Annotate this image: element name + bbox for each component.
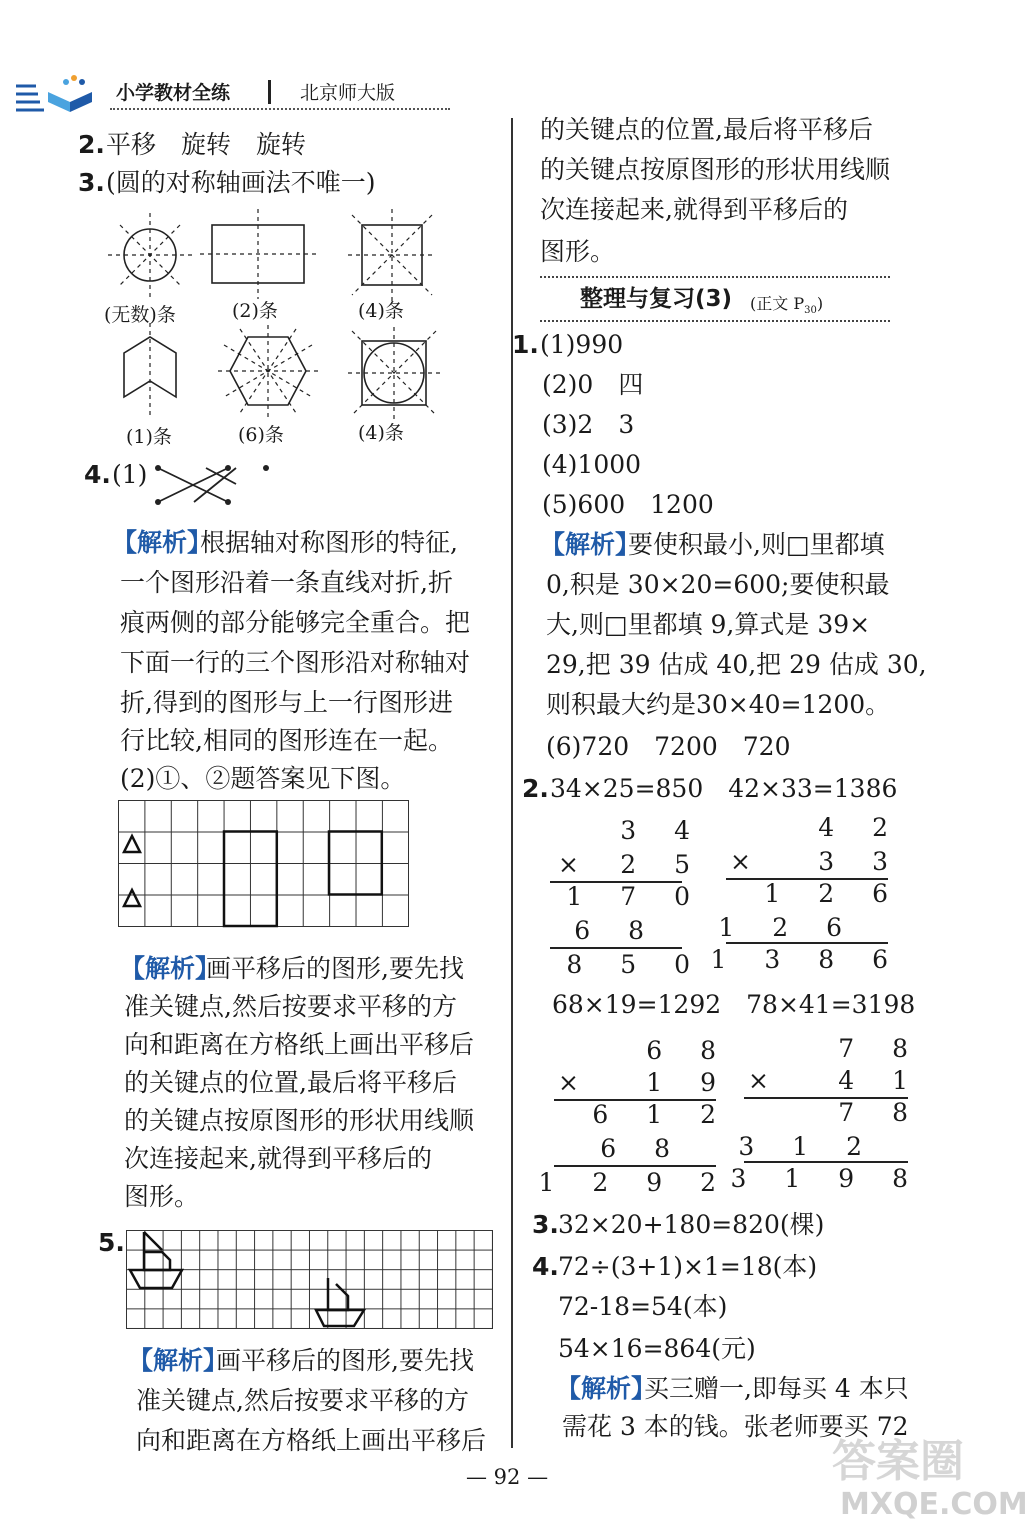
watermark-url: MXQE.COM <box>840 1487 1028 1522</box>
edition: 北京师大版 <box>300 82 396 104</box>
section-ref-end: ) <box>816 294 824 313</box>
calc-row: 7 8 <box>838 1034 923 1063</box>
analysis-line: 根据轴对称图形的特征, <box>200 528 458 557</box>
fig-label-3: (4)条 <box>358 300 404 322</box>
fig-label-1: (无数)条 <box>104 304 176 326</box>
book-logo-icon <box>14 72 100 114</box>
book-title: 小学教材全练 <box>116 82 231 104</box>
analysis-line: 的关键点按原图形的形状用线顺 <box>124 1106 475 1135</box>
calc-row: 4 1 <box>838 1066 923 1095</box>
section-ref-sub: 30 <box>804 305 817 317</box>
analysis-line: 则积最大约是30×40=1200。 <box>546 690 891 719</box>
r-q4-line: 72÷(3+1)×1=18(本) <box>558 1252 818 1281</box>
q5-num: 5. <box>98 1228 125 1257</box>
calc-row: 6 8 <box>600 1134 685 1163</box>
q4-part1: (1) <box>112 460 148 489</box>
calc-row: 6 1 2 <box>592 1100 731 1129</box>
analysis-line: 准关键点,然后按要求平移的方 <box>136 1386 469 1415</box>
analysis-line: 折,得到的图形与上一行图形进 <box>120 688 453 717</box>
analysis-tag: 【解析】 <box>120 954 221 983</box>
cont-line: 次连接起来,就得到平移后的 <box>540 195 848 224</box>
calc-row: 3 4 <box>620 816 705 845</box>
analysis-line: 次连接起来,就得到平移后的 <box>124 1144 432 1173</box>
vertical-calc <box>730 1033 923 1203</box>
section-rule-top <box>540 276 890 278</box>
calc-row: 4 2 <box>818 813 903 842</box>
fig-label-4: (1)条 <box>126 426 172 448</box>
calc-row: 6 8 <box>646 1036 731 1065</box>
calc-times: × <box>558 1068 594 1097</box>
cont-line: 图形。 <box>540 237 616 266</box>
calc-times: × <box>558 850 594 879</box>
q4-num: 4. <box>84 460 111 489</box>
q5-shapes <box>126 1230 496 1330</box>
fig-label-6: (4)条 <box>358 422 404 444</box>
circle-figure <box>108 213 192 297</box>
analysis-line: 向和距离在方格纸上画出平移后 <box>124 1030 475 1059</box>
r-q4-line: 54×16=864(元) <box>558 1334 756 1363</box>
header-divider <box>268 80 271 104</box>
chevron-figure <box>124 323 176 415</box>
analysis-tag: 【解析】 <box>112 528 213 557</box>
calc-times: × <box>748 1066 784 1095</box>
analysis-line: 需花 3 本的钱。张老师要买 72 <box>562 1412 909 1441</box>
analysis-tag: 【解析】 <box>128 1346 229 1375</box>
analysis-line: 要使积最小,则□里都填 <box>628 530 885 559</box>
calc-row: 1 7 0 <box>566 882 705 911</box>
header-logo <box>14 72 100 114</box>
r-q4-num: 4. <box>532 1252 559 1281</box>
hexagon-figure <box>218 325 318 417</box>
calc-row: 2 5 <box>620 850 705 879</box>
r-q1-num: 1. <box>512 330 539 359</box>
analysis-line: 痕两侧的部分能够完全重合。把 <box>120 608 471 637</box>
fig-label-2: (2)条 <box>232 300 278 322</box>
analysis-tag: 【解析】 <box>540 530 641 559</box>
cont-line: 的关键点按原图形的形状用线顺 <box>540 155 891 184</box>
analysis-line: 买三赠一,即每买 4 本只 <box>644 1374 909 1403</box>
analysis-line: 的关键点的位置,最后将平移后 <box>124 1068 457 1097</box>
calc-row: 1 9 <box>646 1068 731 1097</box>
r-q2-line1: 34×25=850 42×33=1386 <box>550 774 898 803</box>
analysis-line: 图形。 <box>124 1182 200 1211</box>
fig-label-5: (6)条 <box>238 424 284 446</box>
analysis-line: 画平移后的图形,要先找 <box>216 1346 474 1375</box>
calc-row: 3 1 2 <box>738 1132 877 1161</box>
r-q1-item: (1)990 <box>540 330 624 359</box>
calc-row: 1 2 9 2 <box>538 1168 731 1197</box>
calc-row: 8 5 0 <box>566 950 705 979</box>
r-q1-item6: (6)720 7200 720 <box>546 732 791 761</box>
r-q2-line2: 68×19=1292 78×41=3198 <box>552 990 916 1019</box>
calc-row: 3 1 9 8 <box>730 1164 923 1193</box>
watermark: 答案圈 <box>832 1436 964 1487</box>
calc-row: 1 2 6 <box>764 879 903 908</box>
analysis-tag: 【解析】 <box>556 1374 657 1403</box>
calc-row: 1 3 8 6 <box>710 945 903 974</box>
section-rule-bottom <box>540 320 890 322</box>
matching-lines <box>150 460 280 510</box>
header-rule <box>110 108 450 110</box>
rectangle-figure <box>200 209 316 299</box>
calc-row: 3 3 <box>818 847 903 876</box>
analysis-line: 大,则□里都填 9,算式是 39× <box>546 610 871 639</box>
r-q1-item: (2)0 四 <box>542 370 644 399</box>
r-q4-line: 72-18=54(本) <box>558 1292 728 1321</box>
q2-num: 2. <box>78 130 105 159</box>
q3-num: 3. <box>78 168 105 197</box>
vertical-calc <box>550 815 705 985</box>
calc-row: 7 8 <box>838 1098 923 1127</box>
q2-answer: 平移 旋转 旋转 <box>106 130 307 159</box>
cont-line: 的关键点的位置,最后将平移后 <box>540 115 873 144</box>
page-number: — 92 — <box>466 1465 549 1489</box>
vertical-calc <box>710 812 903 982</box>
section-ref-text: (正文 P <box>750 294 805 313</box>
square-circle-figure <box>348 327 440 419</box>
calc-row: 1 2 6 <box>718 913 857 942</box>
r-q3-num: 3. <box>532 1210 559 1239</box>
analysis-line: 下面一行的三个图形沿对称轴对 <box>120 648 471 677</box>
r-q1-item: (5)600 1200 <box>542 490 714 519</box>
q4-part2: (2)①、②题答案见下图。 <box>120 764 406 793</box>
analysis-line: 向和距离在方格纸上画出平移后 <box>136 1426 487 1455</box>
calc-times: × <box>730 847 766 876</box>
r-q2-num: 2. <box>522 774 549 803</box>
column-divider <box>511 118 513 1448</box>
vertical-calc <box>538 1035 731 1205</box>
analysis-line: 29,把 39 估成 40,把 29 估成 30, <box>546 650 927 679</box>
r-q3-answer: 32×20+180=820(棵) <box>558 1210 825 1239</box>
r-q1-item: (3)2 3 <box>542 410 635 439</box>
analysis-line: 准关键点,然后按要求平移的方 <box>124 992 457 1021</box>
q3-note: (圆的对称轴画法不唯一) <box>106 168 376 197</box>
analysis-line: 0,积是 30×20=600;要使积最 <box>546 570 890 599</box>
section-title: 整理与复习(3) <box>580 286 733 312</box>
grid-shapes <box>118 800 410 928</box>
analysis-line: 行比较,相同的图形连在一起。 <box>120 726 453 755</box>
square-figure <box>348 209 436 301</box>
calc-row: 6 8 <box>574 916 659 945</box>
analysis-line: 一个图形沿着一条直线对折,折 <box>120 568 453 597</box>
r-q1-item: (4)1000 <box>542 450 642 479</box>
analysis-line: 画平移后的图形,要先找 <box>206 954 464 983</box>
